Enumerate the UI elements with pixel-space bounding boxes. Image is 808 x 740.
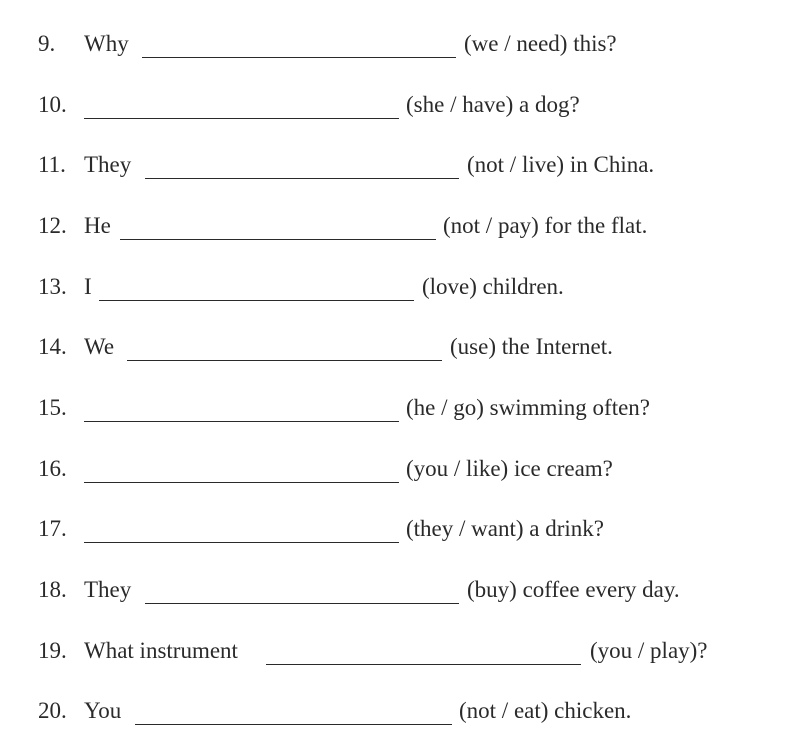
- answer-blank[interactable]: [99, 267, 414, 307]
- item-number: 9.: [38, 31, 56, 56]
- item-number: 19.: [38, 638, 67, 663]
- answer-blank[interactable]: [127, 327, 442, 367]
- item-hint: (they / want) a drink?: [406, 516, 604, 541]
- item-hint: (you / like) ice cream?: [406, 456, 613, 481]
- item-hint: (buy) coffee every day.: [467, 577, 680, 602]
- item-prefix: What instrument: [84, 638, 238, 663]
- answer-blank[interactable]: [135, 691, 452, 731]
- answer-blank[interactable]: [145, 570, 459, 610]
- answer-blank[interactable]: [84, 449, 399, 489]
- item-prefix: We: [84, 334, 115, 359]
- item-hint: (not / eat) chicken.: [459, 698, 632, 723]
- item-number: 20.: [38, 698, 67, 723]
- item-number: 12.: [38, 213, 67, 238]
- answer-blank[interactable]: [120, 206, 436, 246]
- item-number: 17.: [38, 516, 67, 541]
- item-hint: (not / live) in China.: [467, 152, 655, 177]
- item-prefix: They: [84, 152, 132, 177]
- item-number: 14.: [38, 334, 67, 359]
- item-number: 15.: [38, 395, 67, 420]
- item-number: 18.: [38, 577, 67, 602]
- item-prefix: They: [84, 577, 132, 602]
- item-number: 13.: [38, 274, 67, 299]
- answer-blank[interactable]: [84, 85, 399, 125]
- item-hint: (we / need) this?: [464, 31, 617, 56]
- item-hint: (love) children.: [422, 274, 564, 299]
- item-prefix: Why: [84, 31, 129, 56]
- answer-blank[interactable]: [145, 145, 459, 185]
- item-prefix: You: [84, 698, 122, 723]
- answer-blank[interactable]: [142, 24, 456, 64]
- item-number: 10.: [38, 92, 67, 117]
- item-number: 16.: [38, 456, 67, 481]
- answer-blank[interactable]: [266, 631, 581, 671]
- item-number: 11.: [38, 152, 66, 177]
- item-hint: (she / have) a dog?: [406, 92, 580, 117]
- item-hint: (he / go) swimming often?: [406, 395, 651, 420]
- item-hint: (not / pay) for the flat.: [443, 213, 648, 238]
- item-prefix: He: [84, 213, 111, 238]
- item-prefix: I: [84, 274, 92, 299]
- item-hint: (you / play)?: [590, 638, 708, 663]
- answer-blank[interactable]: [84, 509, 399, 549]
- item-hint: (use) the Internet.: [450, 334, 613, 359]
- answer-blank[interactable]: [84, 388, 399, 428]
